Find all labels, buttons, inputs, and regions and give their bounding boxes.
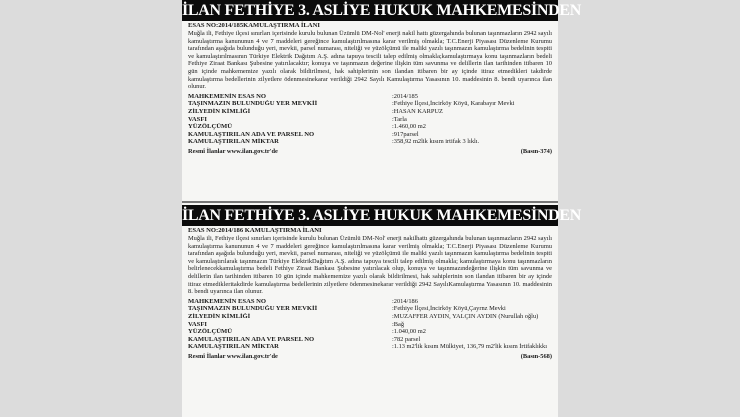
notice-title: İLAN FETHİYE 3. ASLİYE HUKUK MAHKEMESİNDEN [182, 2, 582, 19]
field-value-parcel: :782 parsel [392, 335, 421, 343]
footer-website: Resmî İlanlar www.ilan.gov.tr'de [188, 352, 278, 360]
field-label-parcel: KAMULAŞTIRILAN ADA VE PARSEL NO [188, 335, 315, 343]
footer-website: Resmî İlanlar www.ilan.gov.tr'de [188, 147, 278, 155]
field-label-parcel: KAMULAŞTIRILAN ADA VE PARSEL NO [188, 130, 315, 138]
court-notice-1 [182, 0, 582, 156]
field-value-occupant: :HASAN KARPUZ [392, 107, 443, 115]
field-label-area: YÜZÖLÇÜMÜ [188, 123, 232, 131]
notice-divider [182, 201, 558, 203]
field-label-location: TAŞINMAZIN BULUNDUĞU YER MEVKİİ [188, 305, 318, 313]
field-value-type: :Tarla [392, 115, 407, 123]
field-value-parcel: :917parsel [392, 130, 419, 138]
notice-body [182, 21, 558, 156]
field-label-case-no: MAHKEMENİN ESAS NO [188, 297, 267, 305]
field-value-case-no: :2014/185 [392, 92, 418, 100]
field-label-type: VASFI [188, 115, 207, 123]
notice-footer [188, 148, 552, 156]
field-value-case-no: :2014/186 [392, 297, 418, 305]
notice-footer [188, 353, 552, 361]
esas-line: ESAS NO:2014/185KAMULAŞTIRMA İLANI [188, 22, 320, 29]
field-label-type: VASFI [188, 320, 207, 328]
field-label-occupant: ZİLYEDİN KİMLİĞİ [188, 107, 251, 115]
notice-paragraph: Muğla ili, Fethiye ilçesi sınırları içerisinde kurulu bulunan Üzümlü DM-Nol' enerji nakil hattı güzergahında bulunan taşınmazların 2942 sayılı kamulaştırma kanununun 4 ve 7 maddeleri gereğince kamulaştırılmasına karar verilmiş olmakla; T.C.Enerji Piyasası Düzenleme Kurumu tarafından aşağıda bulunduğu yeri, mevkii, parsel numarası, niteliği ve yüzölçümü ile maliki yazılı taşınmazın kamulaştırma bedelinin tespiti ve kamulaştırılmasının Türkiye Elektrik Dağıtım A.Ş. adına tapuya tescili talep edilmiş olmakla;kamulaştırmaya konu taşınmazların bedeli Fethiye Ziraat Bankası Şubesine yatırılacaktır; konuya ve taşınmazın değerine ilişkin tüm savunma ve delillerin ilan tarihinden itibaren 10 gün içinde mahkememize yazılı olarak bildirilmesi, hak sahiplerinin son ilandan itibaren bir ay içinde itiraz etmedikleri takdirde kamulaştırma bedellerinin zilyetlere ödenmesinekarar verildiği 2942 Sayılı Kamulaştırma Yasasının 10. maddesinin 8. bendi uyarınca ilan olunur. [188, 30, 552, 91]
field-value-location: :Fethiye İlçesi,İncirköy Köyü,Çayrnz Mevki [392, 305, 506, 313]
esas-line: ESAS NO:2014/186 KAMULAŞTIRMA İLANI [188, 227, 322, 234]
field-label-area: YÜZÖLÇÜMÜ [188, 328, 232, 336]
footer-press-code: (Basın-568) [520, 352, 552, 360]
field-value-location: :Fethiye İlçesi,İncirköy Köyü, Karabayır Mevki [392, 100, 515, 108]
notice-paragraph: Muğla ili, Fethiye ilçesi sınırları içerisinde kurulu bulunan Üzümlü DM-Nol' enerji nakilhattı güzergahında bulunan taşınmazların 2942 sayılı kamulaştırma kanununun 4 ve 7 maddeleri gereğince kamulaştırılmasına karar verilmiş olmakla; T.C.Enerji Piyasası Düzenleme Kurumu tarafından aşağıda bulunduğu yeri, mevkii, parsel numarası, niteliği ve yüzölçümü ile maliki yazılı taşınmazın kamulaştırma bedelinin tespiti ve kamulaştırılarak taşınmazın Türkiye ElektrikDağıtım A.Ş. adına tapuya tescili talep edilmiş olmakla; kamulaştırmaya konu taşınmazların belirlenecekkamulaştırma bedeli Fethiye Ziraat Bankası Şubesine yatırılacak olup, konuya ve taşınmazındeğerine ilişkin tüm savunma ve delillerin ilan tarihinden itibaren 10 gün içinde mahkememize yazılı olarak bildirilmesi, hak sahiplerinin son ilandan itibaren bir ay içinde itiraz etmedikleritakdirde kamulaştırma bedellerinin zilyetlere ödenmesinekarar verildiği 2942 SayılıKamulaştırma Yasasının 10. maddesinin 8. bendi uyarınca ilan olunur. [188, 235, 552, 296]
newspaper-clipping [182, 0, 582, 417]
field-label-location: TAŞINMAZIN BULUNDUĞU YER MEVKİİ [188, 100, 318, 108]
field-value-area: :1.460,00 m2 [392, 123, 426, 131]
field-value-area: :1.040,00 m2 [392, 328, 426, 336]
notice-body [182, 226, 558, 361]
field-label-amount: KAMULAŞTIRILAN MİKTAR [188, 343, 279, 351]
field-label-case-no: MAHKEMENİN ESAS NO [188, 92, 267, 100]
field-value-type: :Bağ [392, 320, 405, 328]
notice-title: İLAN FETHİYE 3. ASLİYE HUKUK MAHKEMESİNDEN [182, 207, 582, 224]
court-notice-2 [182, 205, 582, 361]
field-label-occupant: ZİLYEDİN KİMLİĞİ [188, 312, 251, 320]
field-value-occupant: :MUZAFFER AYDIN, YALÇIN AYDIN (Nurullah oğlu) [392, 312, 539, 320]
property-details [188, 93, 552, 146]
field-value-amount: :358,92 m2lik kısım irtifak 3 lıklı. [392, 138, 480, 146]
property-details [188, 298, 552, 351]
footer-press-code: (Basın-374) [520, 147, 552, 155]
field-value-amount: :1.13 m2'lik kısım Mülkiyet, 136,79 m2'lik kısım İrtifaklıkkı [392, 343, 547, 351]
field-label-amount: KAMULAŞTIRILAN MİKTAR [188, 138, 279, 146]
